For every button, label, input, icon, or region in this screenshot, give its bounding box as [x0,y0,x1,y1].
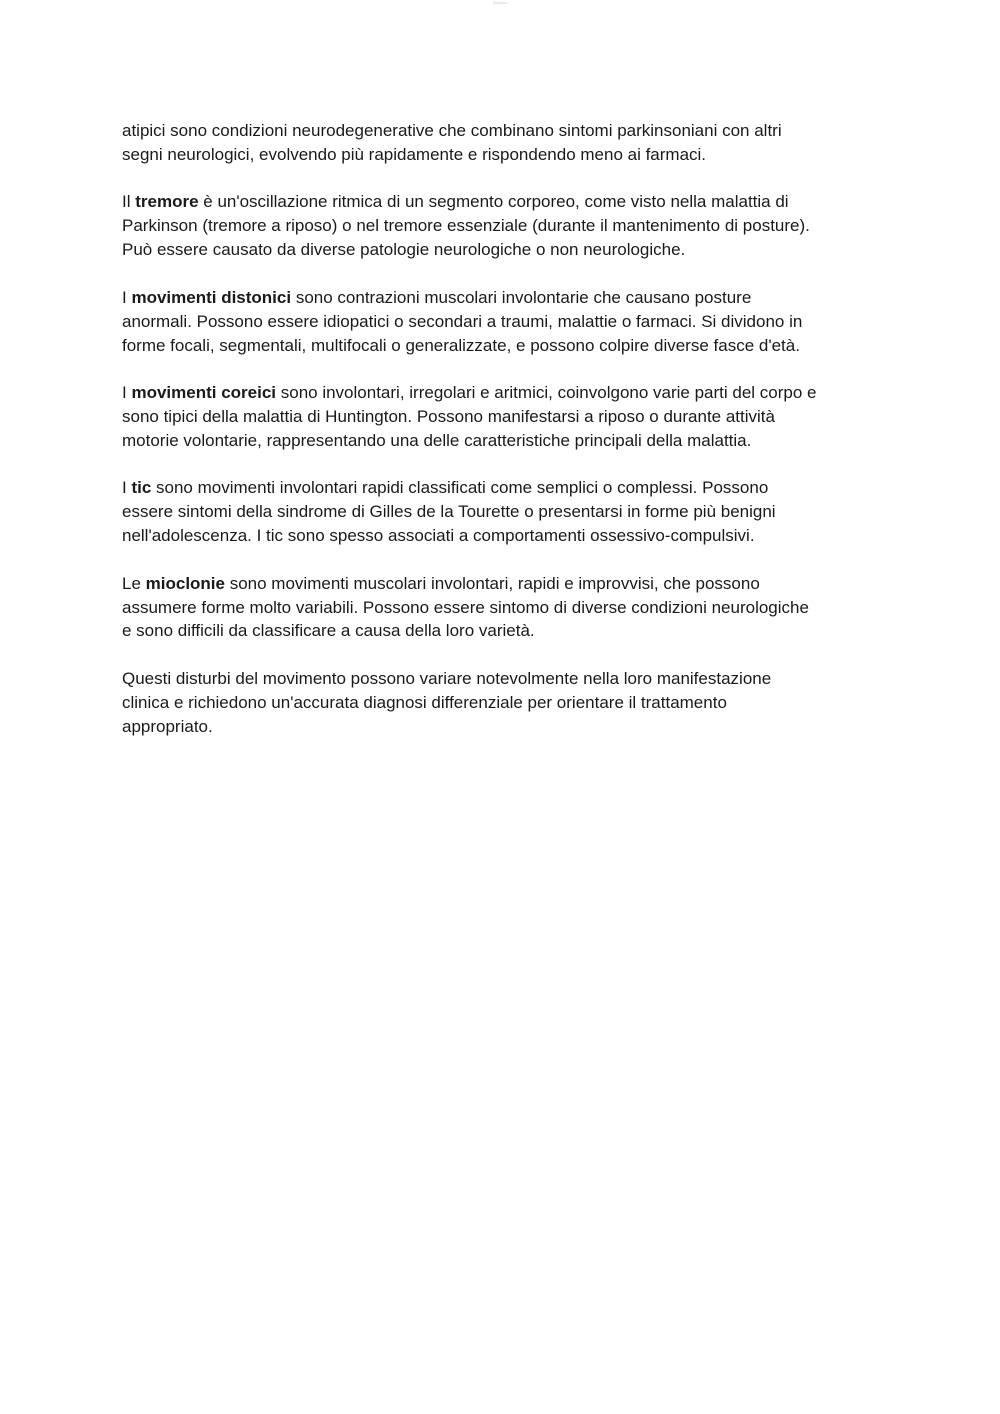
paragraph-tremor [122,190,892,262]
paragraph-atypical-parkinsonism [122,119,892,167]
paragraph-conclusion [122,667,892,739]
text-line: forme focali, segmentali, multifocali o generalizzate, e possono colpire diverse fasce d'età. [122,335,800,355]
text-line: Questi disturbi del movimento possono variare notevolmente nella loro manifestazione [122,668,772,688]
text-line: atipici sono condizioni neurodegenerative che combinano sintomi parkinsoniani con altri [122,121,782,140]
text-segment: sono movimenti muscolari involontari, rapidi e improvvisi, che possono [225,573,760,593]
term-tremore: tremore [135,192,199,212]
document-body [122,119,892,762]
paragraph-myoclonus [122,572,892,644]
text-segment: sono involontari, irregolari e aritmici, coinvolgono varie parti del corpo e [276,383,817,403]
text-line [122,572,892,596]
paragraph-tics [122,476,892,548]
text-line [122,190,892,214]
text-line [122,286,892,310]
text-line: e sono difficili da classificare a causa della loro varietà. [122,621,535,641]
text-line: anormali. Possono essere idiopatici o secondari a traumi, malattie o farmaci. Si dividono in [122,311,803,331]
text-line [122,476,892,500]
text-line: clinica e richiedono un'accurata diagnosi differenziale per orientare il trattamento [122,692,727,712]
text-segment: I [122,478,132,498]
text-line: motorie volontarie, rappresentando una delle caratteristiche principali della malattia. [122,430,752,450]
text-line [122,381,892,405]
text-line: nell'adolescenza. I tic sono spesso associati a comportamenti ossessivo-compulsivi. [122,526,755,546]
text-segment: sono movimenti involontari rapidi classificati come semplici o complessi. Possono [151,478,769,498]
paragraph-choreic-movements [122,381,892,453]
header-watermark: Studocu [492,0,508,5]
text-segment: Le [122,573,146,593]
text-line: appropriato. [122,716,213,736]
text-line: essere sintomi della sindrome di Gilles de la Tourette o presentarsi in forme più benigni [122,502,776,522]
text-line: sono tipici della malattia di Huntington. Possono manifestarsi a riposo o durante attività [122,406,775,426]
term-tic: tic [131,478,152,498]
text-segment: I [122,383,132,403]
text-segment: è un'oscillazione ritmica di un segmento corporeo, come visto nella malattia di [198,192,789,212]
text-segment: I [122,287,132,307]
term-mioclonie: mioclonie [145,573,225,593]
text-line: Può essere causato da diverse patologie neurologiche o non neurologiche. [122,240,686,260]
paragraph-dystonic-movements [122,286,892,358]
text-line: segni neurologici, evolvendo più rapidamente e rispondendo meno ai farmaci. [122,144,707,164]
text-line: assumere forme molto variabili. Possono essere sintomo di diverse condizioni neurologiche [122,597,809,617]
term-movimenti-distonici: movimenti distonici [131,287,292,307]
text-segment: sono contrazioni muscolari involontarie che causano posture [291,287,752,307]
term-movimenti-coreici: movimenti coreici [131,383,277,403]
text-line: Parkinson (tremore a riposo) o nel tremore essenziale (durante il mantenimento di posture). [122,216,810,236]
text-segment: Il [122,192,136,212]
